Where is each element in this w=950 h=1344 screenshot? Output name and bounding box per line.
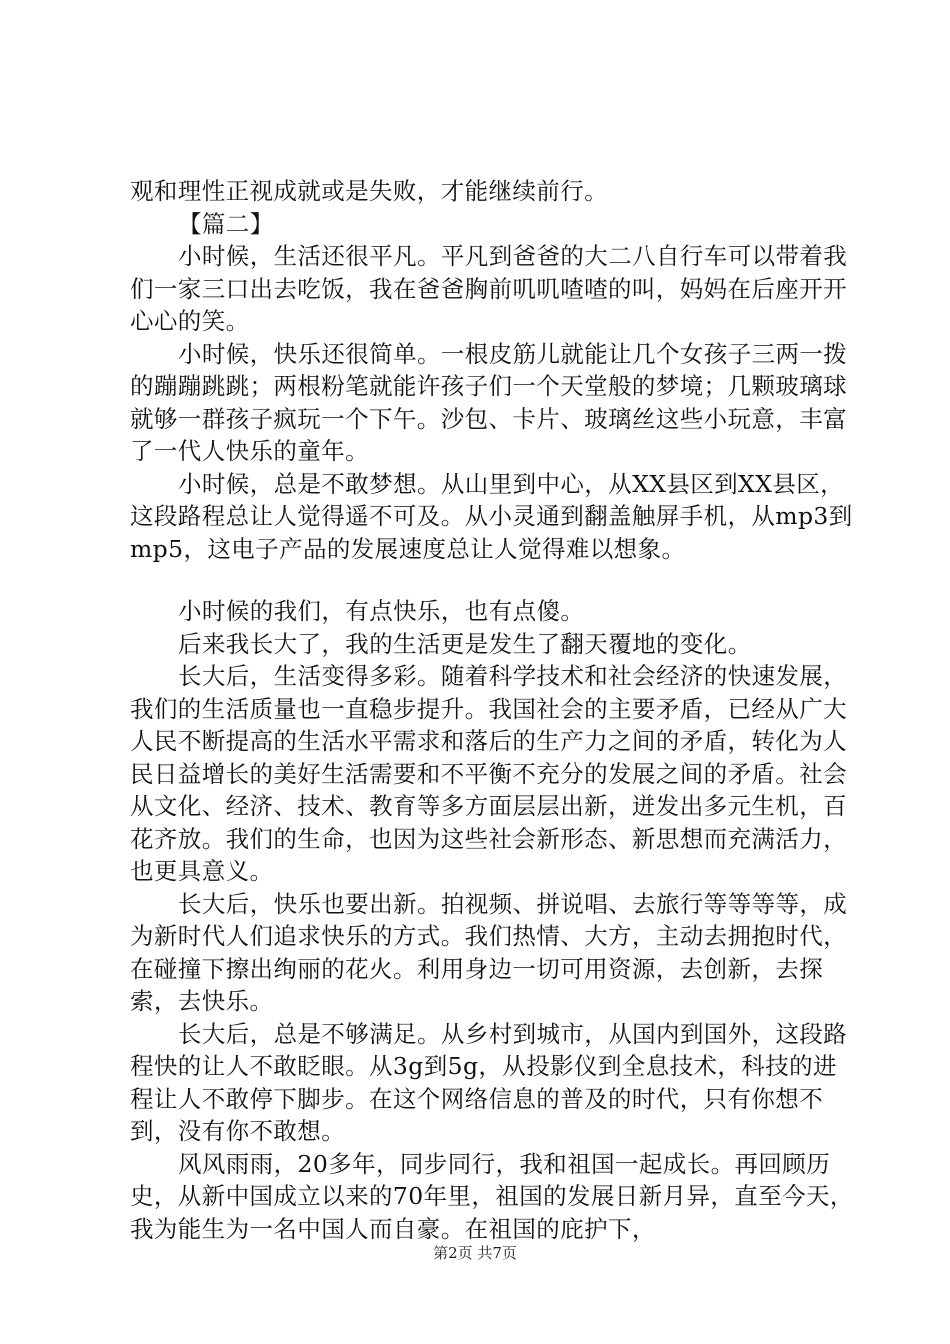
section-heading: 【篇二】: [178, 209, 274, 238]
paragraph: 长大后，快乐也要出新。拍视频、拼说唱、去旅行等等等等，成为新时代人们追求快乐的方式。我们热情、大方，主动去拥抱时代，在碰撞下擦出绚丽的花火。利用身边一切可用资源，去创新，去探索，去快乐。: [130, 889, 848, 1015]
paragraph: 小时候的我们，有点快乐，也有点傻。: [178, 597, 585, 625]
paragraph: 风风雨雨，20多年，同步同行，我和祖国一起成长。再回顾历史，从新中国成立以来的70年里，祖国的发展日新月异，直至今天，我为能生为一名中国人而自豪。在祖国的庇护下，: [130, 1149, 854, 1243]
paragraph-continuation: 观和理性正视成就或是失败，才能继续前行。: [130, 177, 608, 205]
paragraph: 长大后，生活变得多彩。随着科学技术和社会经济的快速发展，我们的生活质量也一直稳步提升。我国社会的主要矛盾，已经从广大人民不断提高的生活水平需求和落后的生产力之间的矛盾，转化为人民日益增长的美好生活需要和不平衡不充分的发展之间的矛盾。社会从文化、经济、技术、教育等多方面层层出新，迸发出多元生机，百花齐放。我们的生命，也因为这些社会新形态、新思想而充满活力，也更具意义。: [130, 662, 848, 885]
document-body: [130, 175, 855, 1245]
page-number-footer: 第2页 共7页: [433, 1244, 517, 1262]
paragraph: 长大后，总是不够满足。从乡村到城市，从国内到国外，这段路程快的让人不敢眨眼。从3g到5g，从投影仪到全息技术，科技的进程让人不敢停下脚步。在这个网络信息的普及的时代，只有你想不到，没有你不敢想。: [130, 1019, 848, 1145]
paragraph: 小时候，总是不敢梦想。从山里到中心，从XX县区到XX县区，这段路程总让人觉得遥不可及。从小灵通到翻盖触屏手机，从mp3到mp5，这电子产品的发展速度总让人觉得难以想象。: [130, 469, 853, 563]
paragraph: 小时候，快乐还很简单。一根皮筋儿就能让几个女孩子三两一拨的蹦蹦跳跳；两根粉笔就能许孩子们一个天堂般的梦境；几颗玻璃球就够一群孩子疯玩一个下午。沙包、卡片、玻璃丝这些小玩意，丰富了一代人快乐的童年。: [130, 339, 848, 465]
paragraph: 后来我长大了，我的生活更是发生了翻天覆地的变化。: [178, 629, 752, 658]
paragraph: 小时候，生活还很平凡。平凡到爸爸的大二八自行车可以带着我们一家三口出去吃饭，我在爸爸胸前叽叽喳喳的叫，妈妈在后座开开心心的笑。: [130, 242, 848, 335]
